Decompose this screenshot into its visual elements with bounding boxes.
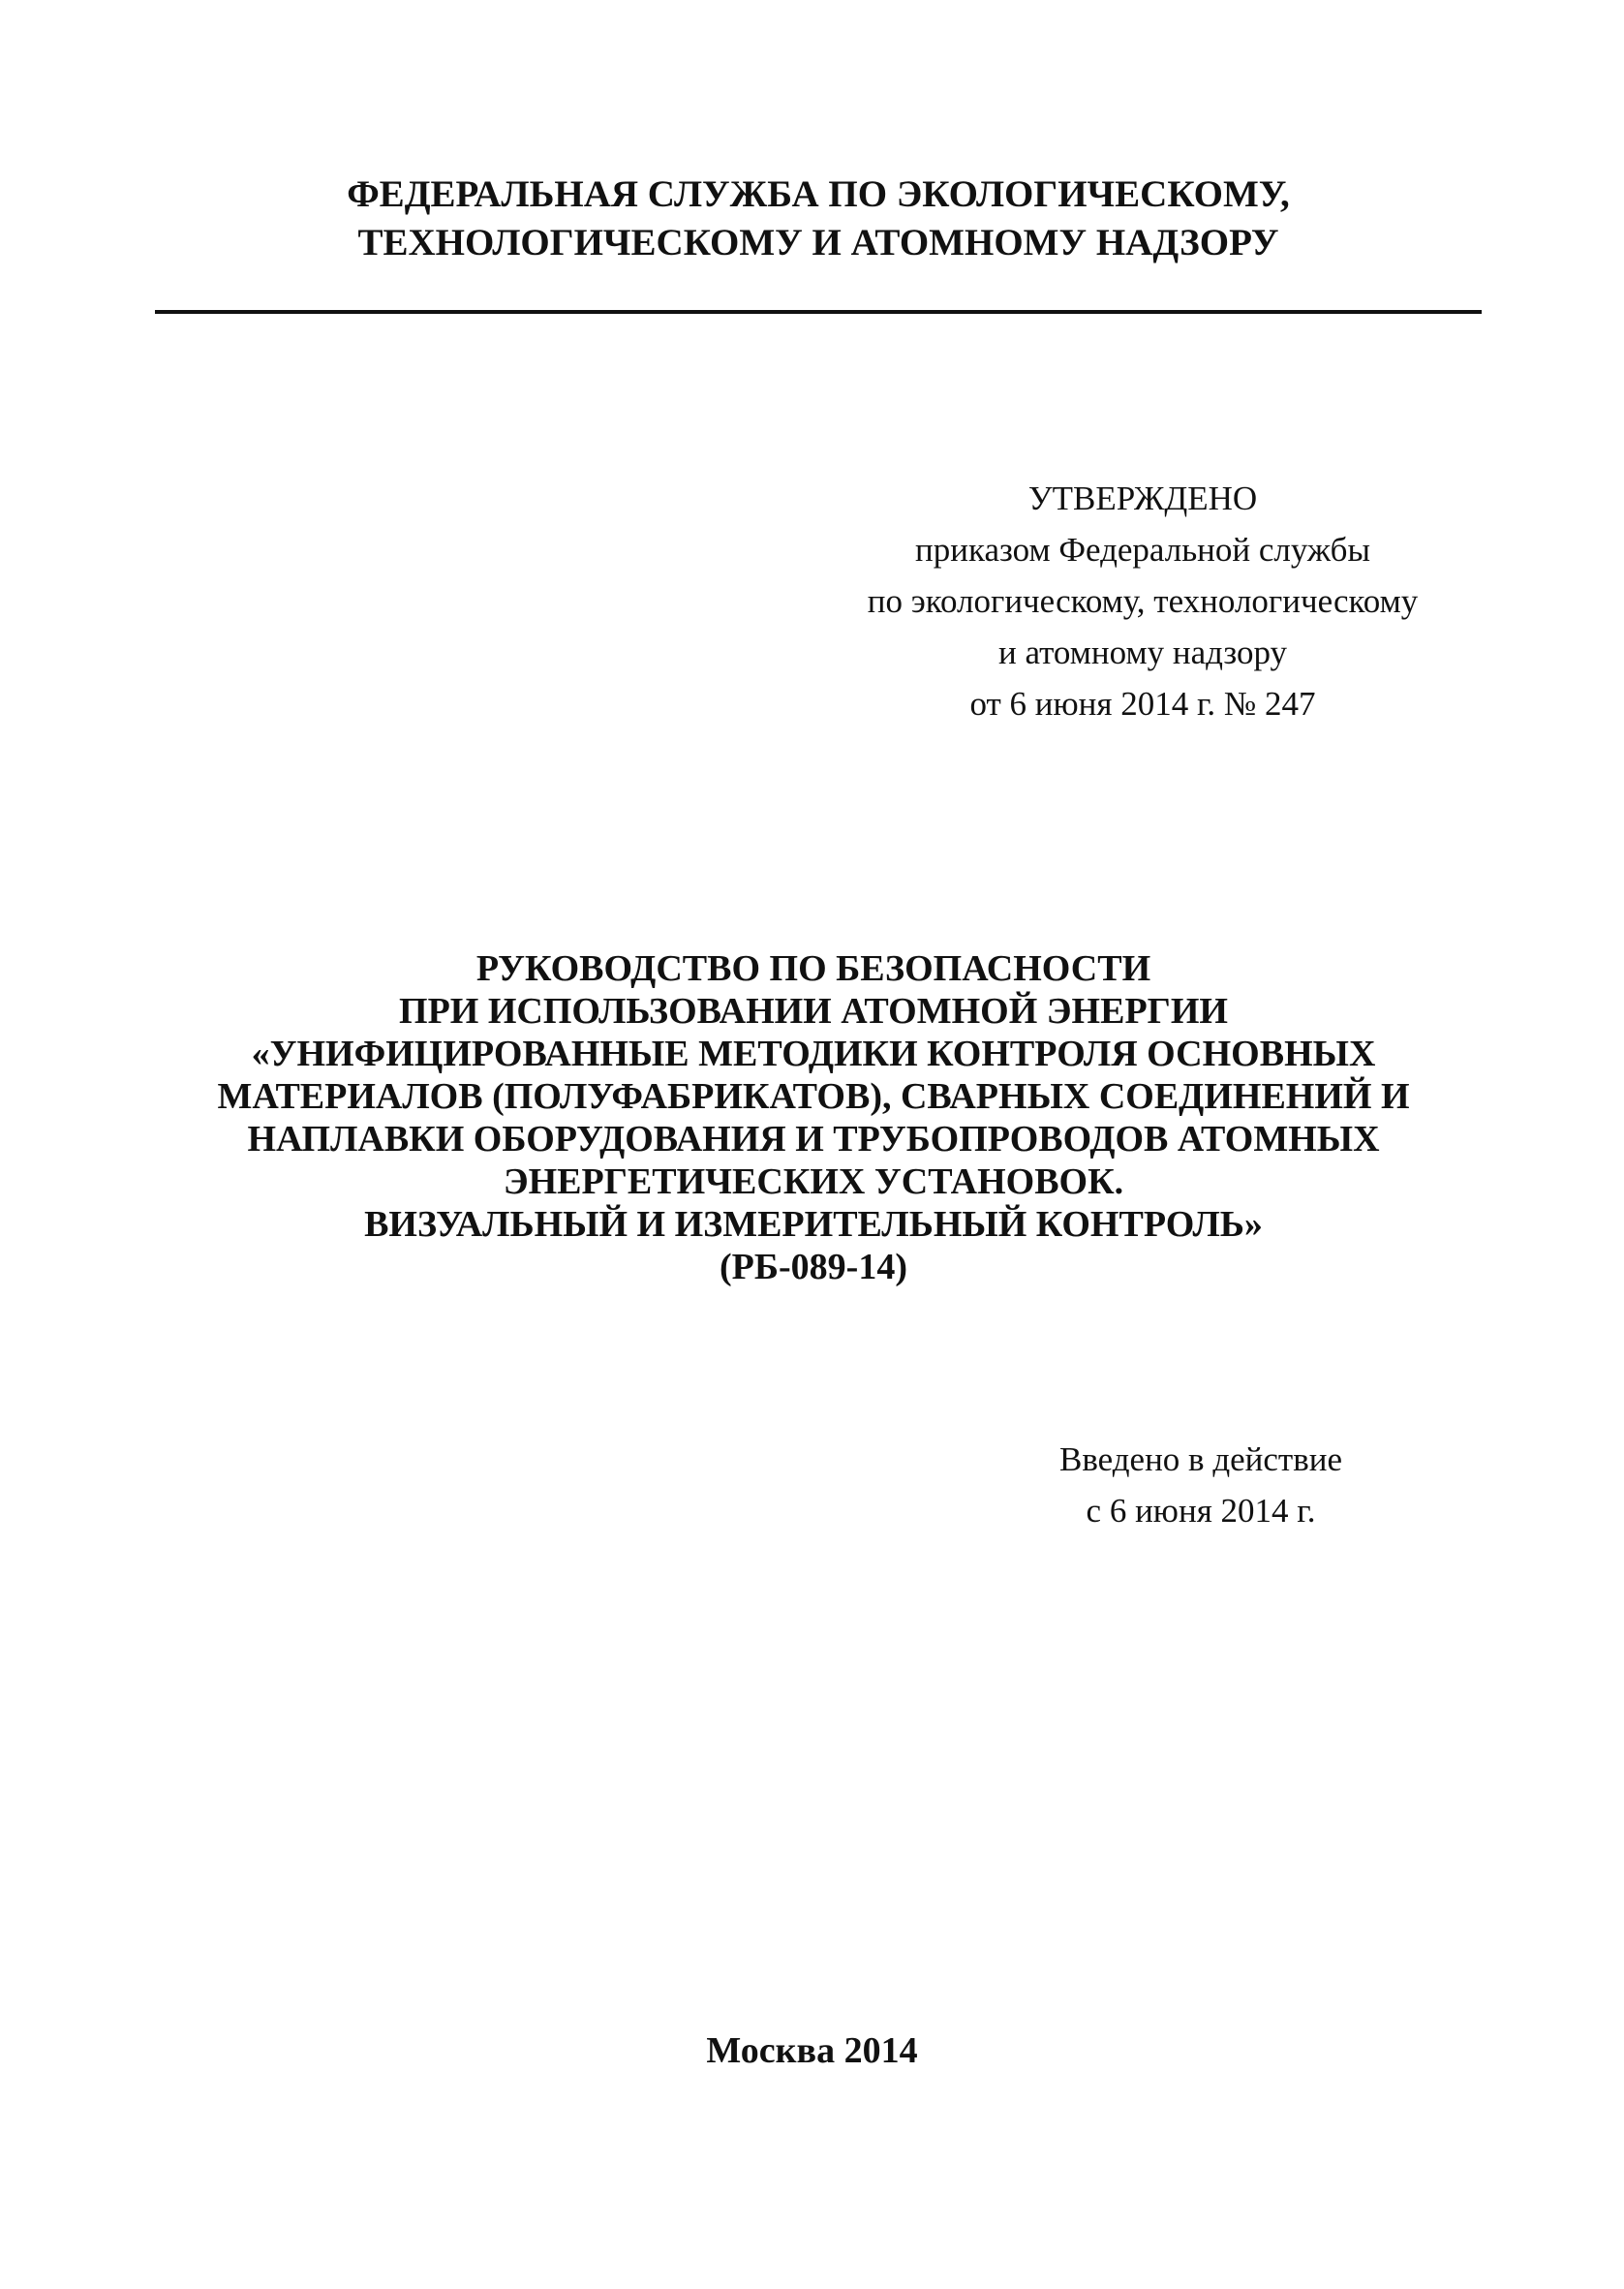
agency-line: ФЕДЕРАЛЬНАЯ СЛУЖБА ПО ЭКОЛОГИЧЕСКОМУ, [347,173,1290,215]
city-year: Москва 2014 [706,2030,918,2071]
title-line: «УНИФИЦИРОВАННЫЕ МЕТОДИКИ КОНТРОЛЯ ОСНОВНЫХ [251,1034,1376,1074]
approval-order-date: от 6 июня 2014 г. № 247 [969,685,1316,723]
approval-block [794,473,1491,729]
approval-line: по экологическому, технологическому [867,582,1419,620]
title-line: ПРИ ИСПОЛЬЗОВАНИИ АТОМНОЙ ЭНЕРГИИ [399,991,1228,1032]
document-code: (РБ-089-14) [720,1247,907,1287]
title-line: ЭНЕРГЕТИЧЕСКИХ УСТАНОВОК. [503,1161,1124,1202]
header-divider [155,310,1482,314]
title-line: РУКОВОДСТВО ПО БЕЗОПАСНОСТИ [475,948,1151,989]
document-title [126,947,1501,1288]
approval-line: приказом Федеральной службы [915,531,1370,569]
effective-date: с 6 июня 2014 г. [1086,1492,1316,1530]
title-line: ВИЗУАЛЬНЫЙ И ИЗМЕРИТЕЛЬНЫЙ КОНТРОЛЬ» [364,1204,1263,1245]
approval-stamp: УТВЕРЖДЕНО [1027,479,1258,517]
approval-line: и атомному надзору [997,634,1288,671]
effective-line: Введено в действие [1058,1440,1343,1478]
title-line: НАПЛАВКИ ОБОРУДОВАНИЯ И ТРУБОПРОВОДОВ АТОМНЫХ [247,1119,1380,1160]
effective-date-block [988,1434,1414,1536]
title-line: МАТЕРИАЛОВ (ПОЛУФАБРИКАТОВ), СВАРНЫХ СОЕДИНЕНИЙ И [217,1076,1410,1117]
agency-header [155,170,1482,267]
agency-line: ТЕХНОЛОГИЧЕСКОМУ И АТОМНОМУ НАДЗОРУ [357,222,1279,263]
